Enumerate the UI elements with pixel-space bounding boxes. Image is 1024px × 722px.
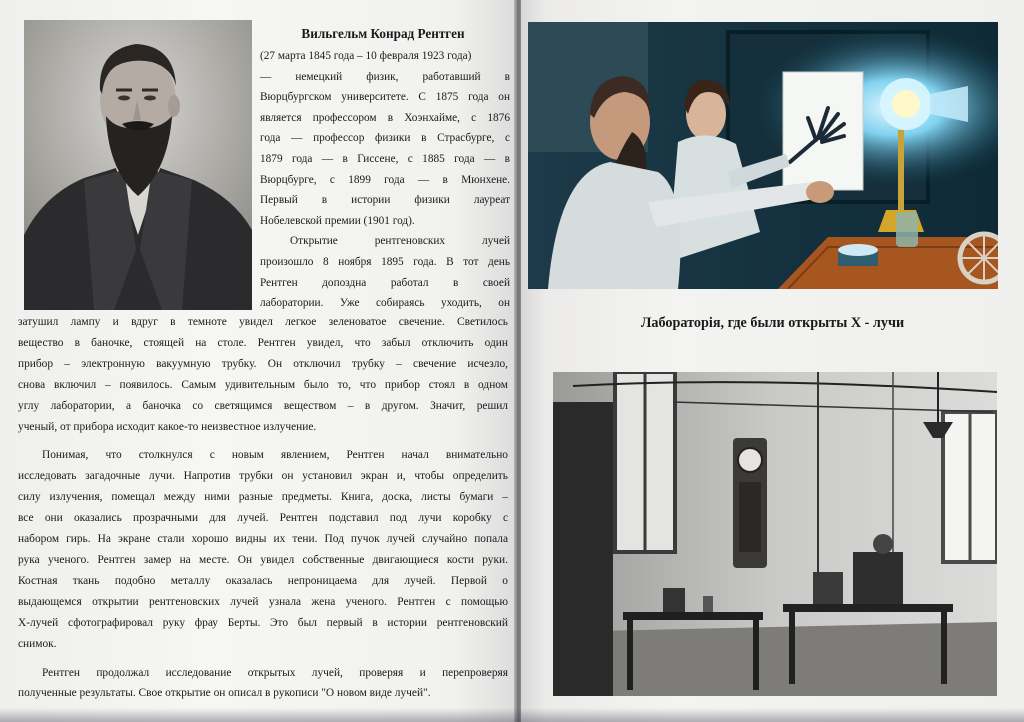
laboratory-photo: [553, 372, 997, 696]
body-line: рука ученого. Рентген замер на месте. Он увидел собственные двигающиеся кости руки.: [18, 553, 508, 566]
bio-line: Вюрцбургском университете. С 1875 года он: [260, 91, 510, 104]
bio-line: Рентген допоздна работал в своей: [260, 276, 510, 289]
body-line: углу лаборатории, а баночка со светящимся веществом – в другом. Значит, решил: [18, 399, 508, 412]
biography-title: Вильгельм Конрад Рентген: [301, 26, 465, 41]
bio-line: Первый в истории физики лауреат: [260, 194, 510, 207]
body-line: силу излучения, помещал между ними разные предметы. Книга, доска, листы бумаги –: [18, 491, 508, 504]
body-line: ученый, от прибора исходит какое-то неизвестное излучение.: [18, 420, 317, 433]
body-line: затушил лампу и вдруг в темноте увидел легкое зеленоватое свечение. Светилось: [18, 316, 508, 328]
body-line: снимок.: [18, 637, 57, 650]
body-line: исследовать загадочные лучи. Напротив трубки он установил экран и, чтобы определить: [18, 470, 508, 483]
bio-line: является профессором в Хоэнхайме, с 1876: [260, 111, 510, 124]
bio-line: лаборатории. Уже собираясь уходить, он: [260, 297, 510, 310]
body-line: выдающемся открытии рентгеновских лучей узнала жена ученого. Рентген с помощью: [18, 595, 508, 608]
body-line: Костная ткань подобно металлу оказалась непроницаема для лучей. Первой о: [18, 574, 508, 587]
body-line: полученные результаты. Свое открытие он описал в рукописи "О новом виде лучей".: [18, 687, 431, 700]
page-bottom-shadow: [0, 708, 1024, 722]
body-line: Понимая, что столкнулся с новым явлением, Рентген начал внимательно: [42, 449, 508, 462]
body-line: снова включил – появилось. Самым удивительным было то, что прибор стоял в одном: [18, 378, 508, 391]
bio-line: произошло 8 ноября 1895 года. В тот день: [260, 255, 510, 268]
bio-line: Нобелевской премии (1901 год).: [260, 214, 415, 227]
lab-caption: Лабораторія, где были открыты X - лучи: [640, 315, 905, 331]
discovery-text: [18, 312, 508, 704]
body-line: Рентген продолжал исследование открытых лучей, проверяя и перепроверяя: [42, 666, 508, 679]
bio-line: Вюрцбурге, с 1899 года — в Мюнхене.: [260, 173, 510, 186]
body-line: все они оказались прозрачными для лучей. Рентген подставил под лучи коробку с: [18, 512, 508, 525]
bio-line: Открытие рентгеновских лучей: [290, 235, 510, 248]
bio-line: (27 марта 1845 года – 10 февраля 1923 года): [260, 50, 472, 62]
bio-line: — немецкий физик, работавший в: [260, 70, 510, 83]
body-line: Х-лучей сфотографировал руку фрау Берты. Это был первый в истории рентгеновский: [18, 616, 508, 629]
bio-line: года — профессор физики в Страсбурге, с: [260, 132, 510, 145]
biography-text: [260, 46, 510, 314]
body-line: набором гирь. На экране стали хорошо видны их тени. Под пучок лучей случайно попала: [18, 533, 508, 546]
discovery-painting: [528, 22, 998, 289]
bio-line: 1879 года — в Гиссене, с 1885 года — в: [260, 152, 510, 165]
portrait-photo: [24, 20, 252, 310]
body-line: прибор – электронную вакуумную трубку. Он отключил трубку – свечение исчезло,: [18, 357, 508, 370]
right-page: [521, 0, 1024, 722]
body-line: вещество в баночке, стоящей на столе. Рентген увидел, что забыл отключить один: [18, 336, 508, 349]
